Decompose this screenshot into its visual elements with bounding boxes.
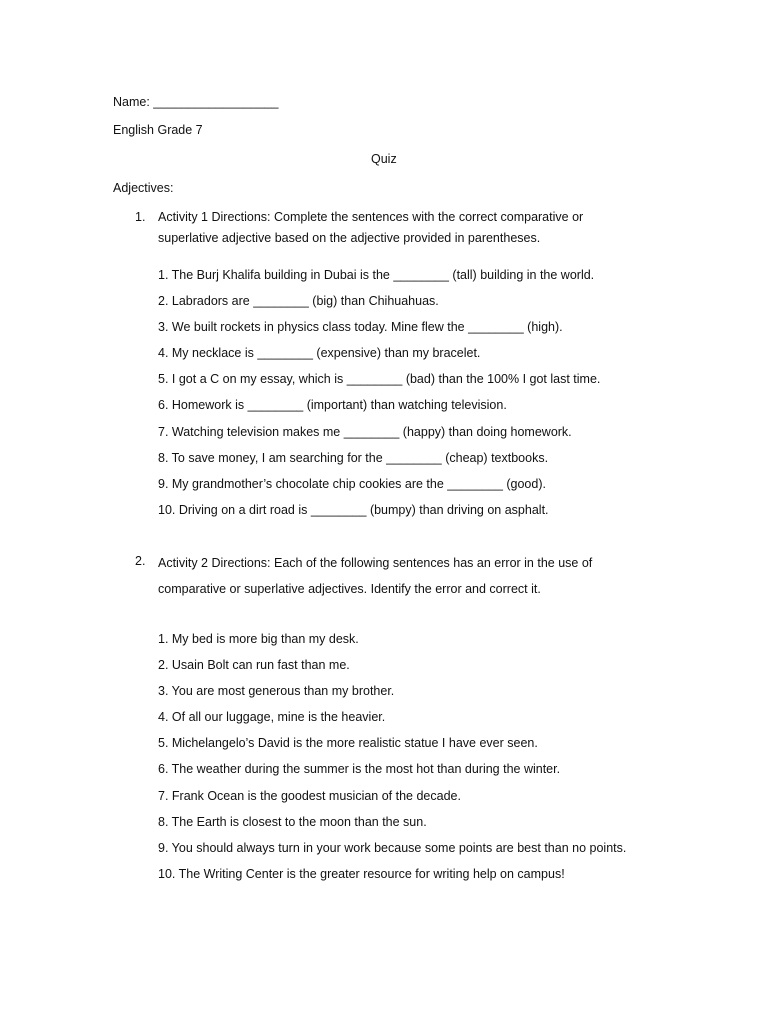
activity-2-directions: Activity 2 Directions: Each of the following sentences has an error in the use of comparative or superlative adjectives. Identify the error and correct it. (158, 556, 593, 596)
grade-label: English Grade 7 (113, 123, 203, 137)
activity-2-item: 9. You should always turn in your work because some points are best than no points. (158, 840, 627, 855)
activity-2-item: 10. The Writing Center is the greater resource for writing help on campus! (158, 866, 565, 881)
name-field-label: Name: __________________ (113, 95, 279, 109)
activity-1-item: 7. Watching television makes me ________ (happy) than doing homework. (158, 424, 572, 439)
activity-1-item: 8. To save money, I am searching for the ________ (cheap) textbooks. (158, 450, 549, 465)
activity-1-sentence-list (158, 267, 600, 528)
activity-1-item: 9. My grandmother’s chocolate chip cookies are the ________ (good). (158, 476, 546, 491)
activity-2-item: 6. The weather during the summer is the most hot than during the winter. (158, 762, 561, 777)
activity-1-item: 4. My necklace is ________ (expensive) than my bracelet. (158, 346, 481, 361)
activity-1-item: 2. Labradors are ________ (big) than Chihuahuas. (158, 294, 439, 309)
activity-2-sentence-list (158, 631, 626, 892)
activity-1-item: 10. Driving on a dirt road is ________ (bumpy) than driving on asphalt. (158, 502, 549, 517)
page-title: Quiz (371, 152, 397, 166)
activity-1-number: 1. (135, 210, 146, 224)
activity-1-item: 6. Homework is ________ (important) than watching television. (158, 398, 507, 413)
activity-2-item: 3. You are most generous than my brother. (158, 684, 395, 699)
activity-1-item: 5. I got a C on my essay, which is ________ (bad) than the 100% I got last time. (158, 372, 601, 387)
section-heading: Adjectives: (113, 181, 174, 195)
activity-2-item: 7. Frank Ocean is the goodest musician of the decade. (158, 788, 461, 803)
activity-2-item: 1. My bed is more big than my desk. (158, 632, 359, 646)
activity-2-item: 4. Of all our luggage, mine is the heavier. (158, 710, 386, 725)
activity-2-item: 2. Usain Bolt can run fast than me. (158, 658, 350, 673)
activity-1-item: 3. We built rockets in physics class today. Mine flew the ________ (high). (158, 320, 563, 335)
activity-2-item: 8. The Earth is closest to the moon than the sun. (158, 814, 427, 829)
activity-2-number: 2. (135, 554, 146, 568)
activity-1-directions: Activity 1 Directions: Complete the sentences with the correct comparative or superlative adjective based on the adjective provided in parentheses. (158, 210, 584, 245)
activity-1-item: 1. The Burj Khalifa building in Dubai is the ________ (tall) building in the world. (158, 268, 595, 282)
activity-2-item: 5. Michelangelo’s David is the more realistic statue I have ever seen. (158, 736, 538, 751)
